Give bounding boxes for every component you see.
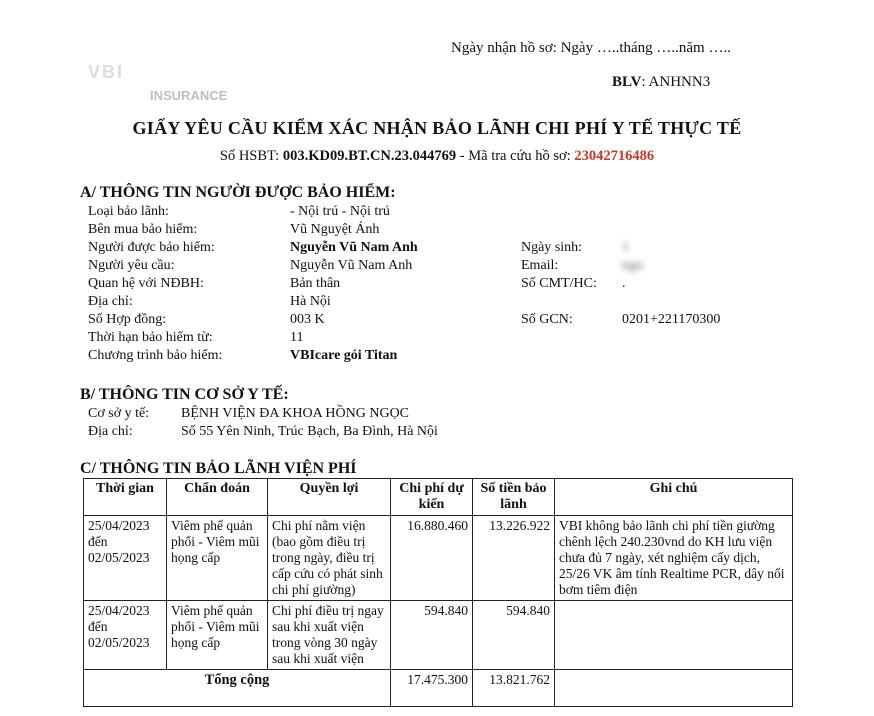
value-facility: BỆNH VIỆN ĐA KHOA HỒNG NGỌC: [181, 406, 410, 421]
table-header-row: [84, 479, 793, 516]
label-facility: Cơ sở y tế:: [88, 406, 150, 421]
table-row: [84, 601, 793, 670]
section-c-heading: C/ THÔNG TIN BẢO LÃNH VIỆN PHÍ: [80, 460, 357, 477]
cell-expected-cost: 16.880.460: [391, 516, 473, 601]
col-header-approved-amount: Số tiền bảo lãnh: [473, 479, 555, 516]
label-requester: Người yêu cầu:: [88, 258, 175, 273]
label-dob: Ngày sinh:: [521, 240, 583, 255]
value-insurance-program: VBIcare gói Titan: [290, 348, 398, 363]
value-id-number: .: [622, 276, 626, 291]
value-guarantee-type: - Nội trú - Nội trú: [290, 204, 390, 219]
label-guarantee-type: Loại bảo lãnh:: [88, 204, 169, 219]
section-b-heading: B/ THÔNG TIN CƠ SỞ Y TẾ:: [80, 386, 289, 403]
cell-benefit: Chi phí nằm viện (bao gồm điều trị trong ngày, điều trị cấp cứu có phát sinh chi phí giường): [268, 516, 391, 601]
col-header-time: Thời gian: [84, 479, 167, 516]
value-dob: 1: [622, 240, 629, 255]
blv-line: [612, 74, 710, 91]
lookup-label: - Mã tra cứu hồ sơ:: [459, 148, 571, 164]
company-logo-sub: INSURANCE: [150, 88, 228, 103]
col-header-note: Ghi chú: [555, 479, 793, 516]
document-subtitle: [0, 148, 874, 165]
label-coverage-period: Thời hạn bảo hiểm từ:: [88, 330, 213, 345]
claims-table: [83, 478, 793, 707]
value-insured: Nguyễn Vũ Nam Anh: [290, 240, 418, 255]
cell-time: 25/04/2023 đến 02/05/2023: [84, 601, 167, 670]
cell-approved-amount: 594.840: [473, 601, 555, 670]
col-header-diagnosis: Chẩn đoán: [167, 479, 268, 516]
cell-note: [555, 601, 793, 670]
label-id-number: Số CMT/HC:: [521, 276, 597, 291]
label-certificate-number: Số GCN:: [521, 312, 573, 327]
value-address: Hà Nội: [290, 294, 331, 309]
cell-note: VBI không bảo lãnh chi phí tiền giường chênh lệch 240.230vnd do KH lưu viện chưa đủ 7 ngày, xét nghiệm cấy dịch, 25/26 VK âm tính Realtime PCR, dây nối bơm tiêm điện: [555, 516, 793, 601]
total-approved-amount: 13.821.762: [473, 670, 555, 707]
company-logo: VBI: [88, 62, 125, 82]
value-relationship: Bản thân: [290, 276, 341, 291]
total-note: [555, 670, 793, 707]
total-label: Tổng cộng: [84, 670, 391, 707]
cell-diagnosis: Viêm phế quản phổi - Viêm mũi họng cấp: [167, 516, 268, 601]
cell-diagnosis: Viêm phế quản phổi - Viêm mũi họng cấp: [167, 601, 268, 670]
hsbt-label: Số HSBT:: [219, 148, 280, 164]
cell-expected-cost: 594.840: [391, 601, 473, 670]
value-requester: Nguyễn Vũ Nam Anh: [290, 258, 413, 273]
label-relationship: Quan hệ với NĐBH:: [88, 276, 204, 291]
label-insured: Người được bảo hiểm:: [88, 240, 215, 255]
table-total-row: [84, 670, 793, 707]
col-header-benefit: Quyền lợi: [268, 479, 391, 516]
label-email: Email:: [521, 258, 559, 273]
blv-label: BLV: [612, 74, 642, 90]
blv-value: : ANHNN3: [641, 74, 711, 90]
label-policyholder: Bên mua bảo hiểm:: [88, 222, 198, 237]
section-a-heading: A/ THÔNG TIN NGƯỜI ĐƯỢC BẢO HIỂM:: [80, 184, 396, 201]
value-policyholder: Vũ Nguyệt Ánh: [290, 222, 380, 237]
label-contract-number: Số Hợp đồng:: [88, 312, 167, 327]
received-date-line: Ngày nhận hồ sơ: Ngày …..tháng …..năm …..: [451, 40, 731, 56]
value-contract-number: 003 K: [290, 312, 325, 327]
value-coverage-period: 11: [290, 330, 304, 345]
value-facility-address: Số 55 Yên Ninh, Trúc Bạch, Ba Đình, Hà Nội: [181, 424, 438, 439]
value-email: ngu: [622, 258, 643, 273]
cell-time: 25/04/2023 đến 02/05/2023: [84, 516, 167, 601]
document-title: GIẤY YÊU CẦU KIỂM XÁC NHẬN BẢO LÃNH CHI PHÍ Y TẾ THỰC TẾ: [132, 118, 742, 138]
cell-benefit: Chi phí điều trị ngay sau khi xuất viện trong vòng 30 ngày sau khi xuất viện: [268, 601, 391, 670]
lookup-code: 23042716486: [574, 148, 655, 164]
label-insurance-program: Chương trình bảo hiểm:: [88, 348, 223, 363]
total-expected-cost: 17.475.300: [391, 670, 473, 707]
label-facility-address: Địa chỉ:: [88, 424, 133, 439]
value-certificate-number: 0201+221170300: [622, 312, 721, 327]
table-row: [84, 516, 793, 601]
label-address: Địa chỉ:: [88, 294, 133, 309]
hsbt-value: 003.KD09.BT.CN.23.044769: [282, 148, 457, 164]
col-header-expected-cost: Chi phí dự kiến: [391, 479, 473, 516]
cell-approved-amount: 13.226.922: [473, 516, 555, 601]
